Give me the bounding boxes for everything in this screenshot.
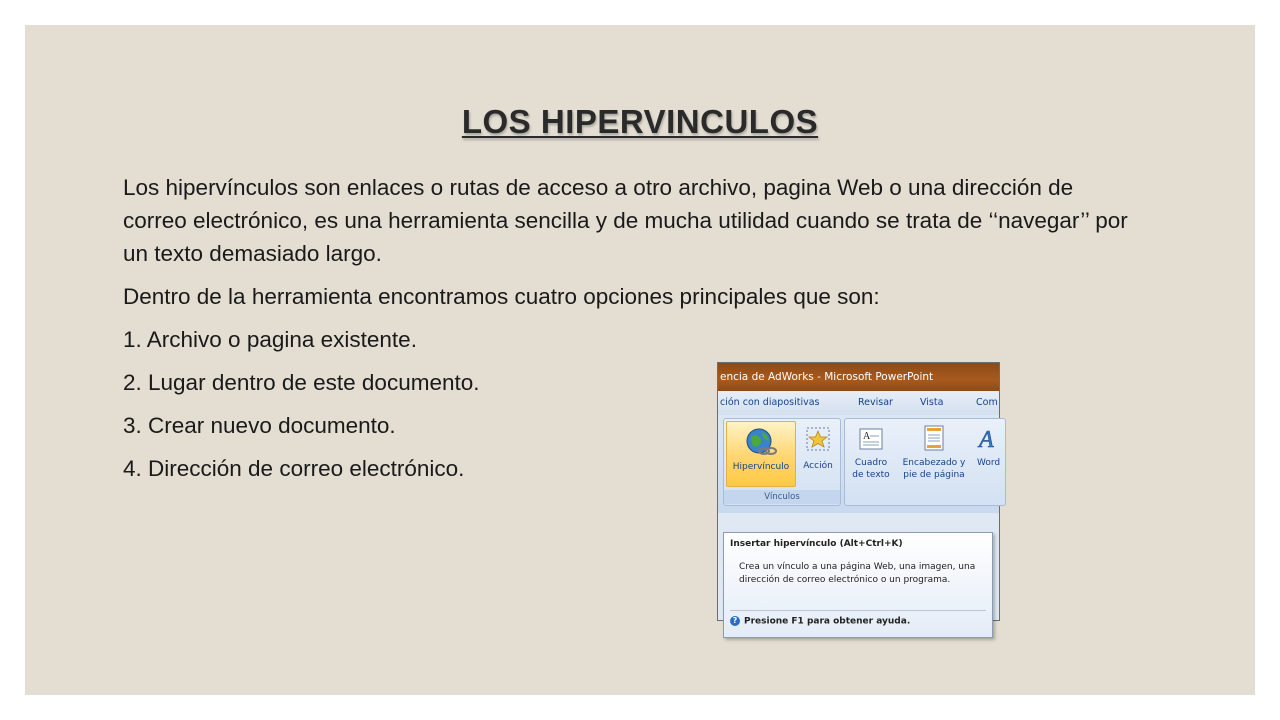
tooltip-description: Crea un vínculo a una página Web, una imagen, una dirección de correo electrónico o un programa. xyxy=(739,562,976,585)
star-action-icon xyxy=(804,425,832,453)
svg-text:A: A xyxy=(979,427,994,453)
cuadro-texto-line2: de texto xyxy=(852,470,890,480)
globe-link-icon xyxy=(744,426,778,460)
cuadro-texto-button[interactable] xyxy=(847,421,895,485)
tooltip-divider xyxy=(730,610,986,611)
cuadro-texto-label xyxy=(847,457,895,481)
group-texto xyxy=(844,418,1006,506)
group-vinculos xyxy=(723,418,841,506)
encabezado-pie-label xyxy=(897,457,971,481)
hipervinculo-button[interactable] xyxy=(726,421,796,487)
tooltip-help xyxy=(730,616,910,627)
help-icon: ? xyxy=(730,616,740,626)
text-box-icon xyxy=(858,426,884,452)
accion-button[interactable] xyxy=(798,421,838,485)
wordart-button[interactable] xyxy=(973,421,1005,485)
list-item: 2. Lugar dentro de este documento. xyxy=(123,370,480,395)
window-title: encia de AdWorks - Microsoft PowerPoint xyxy=(718,363,999,391)
wordart-label: Word xyxy=(977,458,1001,468)
ribbon-tabs xyxy=(718,391,999,415)
slide-title: LOS HIPERVINCULOS xyxy=(461,103,819,140)
list-item: 3. Crear nuevo documento. xyxy=(123,413,396,438)
encabezado-line1: Encabezado y xyxy=(902,458,966,468)
paragraph-options-intro: Dentro de la herramienta encontramos cuatro opciones principales que son: xyxy=(123,284,880,309)
tab-presentacion[interactable]: ción con diapositivas xyxy=(720,397,820,408)
list-item: 1. Archivo o pagina existente. xyxy=(123,327,417,352)
tab-vista[interactable]: Vista xyxy=(920,397,944,408)
group-vinculos-label: Vínculos xyxy=(724,490,840,504)
hipervinculo-tooltip xyxy=(723,532,993,638)
encabezado-line2: pie de página xyxy=(903,470,965,480)
ribbon xyxy=(718,415,999,513)
tooltip-title: Insertar hipervínculo (Alt+Ctrl+K) xyxy=(730,539,903,549)
accion-label: Acción xyxy=(803,461,833,471)
wordart-icon xyxy=(977,425,1005,453)
powerpoint-screenshot xyxy=(717,362,1001,627)
header-footer-icon xyxy=(922,424,946,452)
slide xyxy=(25,25,1255,695)
hipervinculo-label: Hipervínculo xyxy=(732,462,790,472)
encabezado-pie-button[interactable] xyxy=(897,421,971,485)
tab-complementos[interactable]: Com xyxy=(976,397,998,408)
tooltip-help-text: Presione F1 para obtener ayuda. xyxy=(744,616,911,627)
cuadro-texto-line1: Cuadro xyxy=(854,458,888,468)
list-item: 4. Dirección de correo electrónico. xyxy=(123,456,465,481)
svg-text:A: A xyxy=(863,431,871,442)
paragraph-definition: Los hipervínculos son enlaces o rutas de acceso a otro archivo, pagina Web o una dirección de correo electrónico, es una herramienta sencilla y de mucha utilidad cuando se trata de ‘‘navegar’’ por un texto demasiado largo. xyxy=(123,175,1128,266)
tab-revisar[interactable]: Revisar xyxy=(858,397,893,408)
